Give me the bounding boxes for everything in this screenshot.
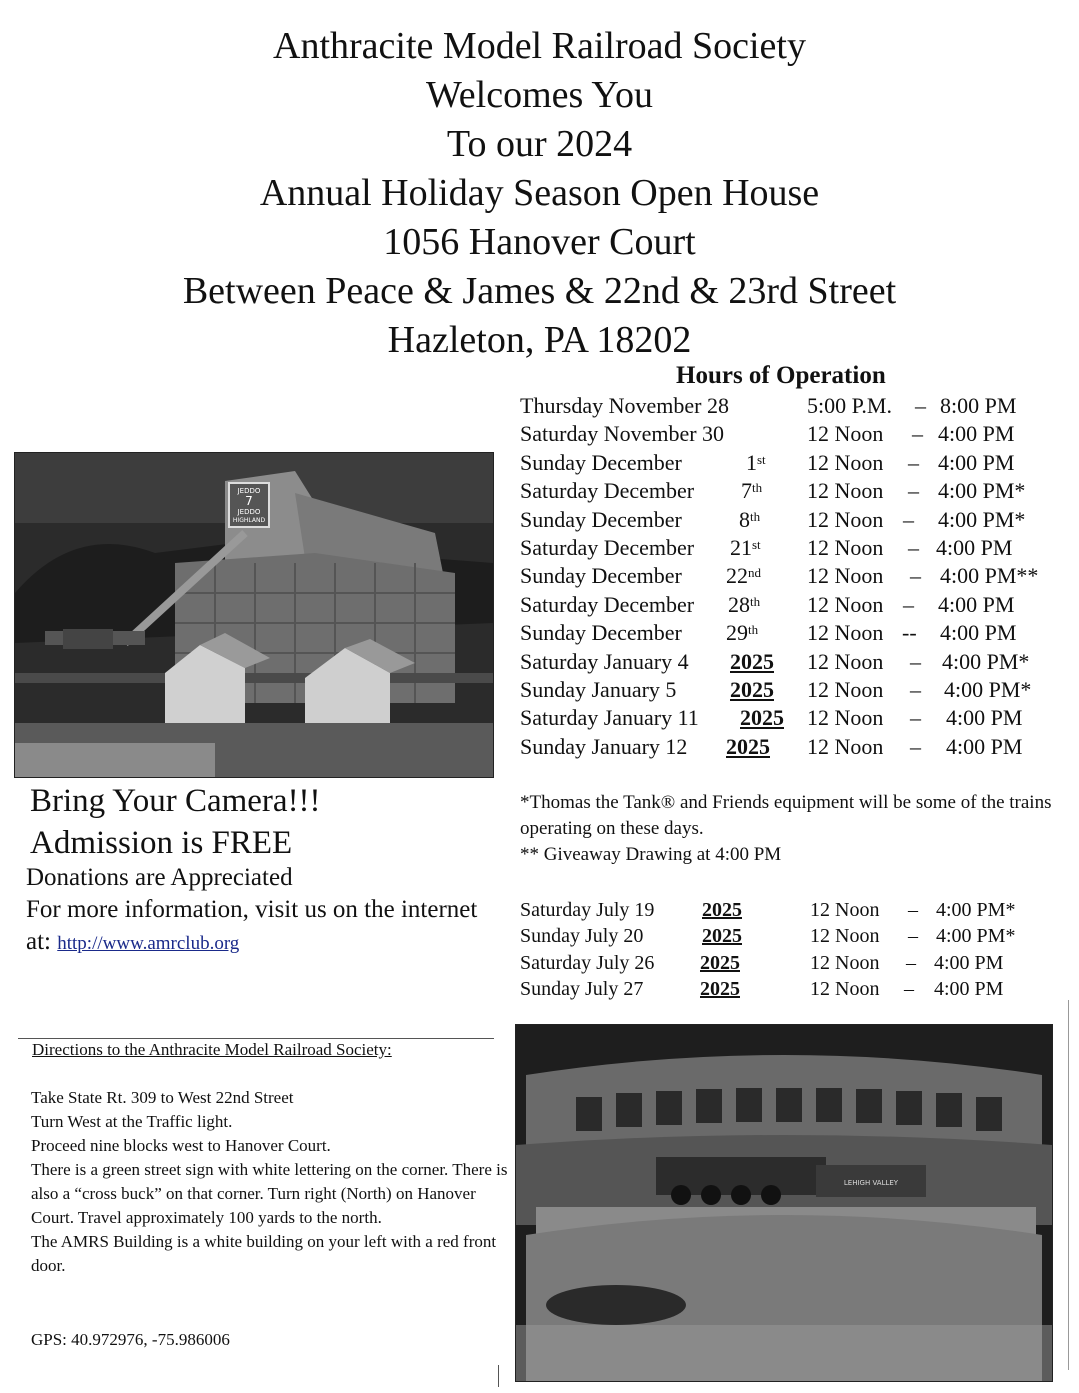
admission-free: Admission is FREE <box>30 825 293 861</box>
schedule-start: 12 Noon <box>807 478 884 503</box>
schedule-date <box>726 619 758 647</box>
schedule-day: Sunday July 27 <box>520 978 644 1000</box>
schedule-dash: – <box>903 592 914 617</box>
page-edge-line <box>1068 1000 1069 1370</box>
schedule-end: 4:00 PM <box>946 734 1023 759</box>
breaker-layout-photo <box>14 452 494 778</box>
schedule-day: Sunday July 20 <box>520 925 644 947</box>
schedule-dash: – <box>904 978 914 1000</box>
note-giveaway: ** Giveaway Drawing at 4:00 PM <box>520 844 782 865</box>
schedule-ordinal: th <box>750 509 761 524</box>
schedule-dash: – <box>910 734 921 759</box>
schedule-day: Sunday January 5 <box>520 677 677 702</box>
schedule-date <box>739 506 760 534</box>
sign-line-1: JEDDO <box>237 487 261 495</box>
schedule-day: Saturday December <box>520 535 695 560</box>
schedule-start: 5:00 P.M. <box>807 393 892 418</box>
schedule-start: 12 Noon <box>810 925 880 947</box>
schedule-start: 12 Noon <box>807 649 884 674</box>
schedule-end: 4:00 PM <box>936 535 1013 560</box>
schedule-date <box>741 477 762 505</box>
schedule-end: 4:00 PM <box>946 705 1023 730</box>
direction-line-2: Turn West at the Traffic light. <box>31 1112 233 1131</box>
direction-line-5: The AMRS Building is a white building on your left with a red front door. <box>31 1232 497 1275</box>
schedule-start: 12 Noon <box>807 705 884 730</box>
direction-line-4: There is a green street sign with white lettering on the corner. There is also a “cross buck” on that corner. Turn right (North) on Hanover Court. Travel approximately 100 yards to the north. <box>31 1160 508 1227</box>
header-line-6: Between Peace & James & 22nd & 23rd Street <box>182 270 897 312</box>
website-link[interactable]: http://www.amrclub.org <box>57 933 240 954</box>
schedule-day: Saturday July 26 <box>520 952 655 974</box>
direction-line-3: Proceed nine blocks west to Hanover Court. <box>31 1136 331 1155</box>
schedule-year: 2025 <box>730 649 774 674</box>
schedule-end: 4:00 PM <box>934 952 1004 974</box>
page-tick-line <box>498 1365 499 1387</box>
schedule-end: 4:00 PM* <box>938 478 1026 503</box>
schedule-start: 12 Noon <box>807 535 884 560</box>
schedule-dash: – <box>903 507 914 532</box>
schedule-day-number: 8 <box>739 507 750 532</box>
schedule-end: 4:00 PM* <box>942 649 1030 674</box>
schedule-date <box>730 534 761 562</box>
header-line-1: Anthracite Model Railroad Society <box>273 25 806 67</box>
schedule-dash: – <box>910 677 921 702</box>
bring-camera: Bring Your Camera!!! <box>30 783 321 819</box>
more-info <box>26 894 486 960</box>
schedule-dash: – <box>910 705 921 730</box>
schedule-day: Thursday November 28 <box>520 393 729 418</box>
roundhouse-photo <box>515 1024 1053 1382</box>
schedule-start: 12 Noon <box>807 677 884 702</box>
schedule-start: 12 Noon <box>807 734 884 759</box>
schedule-dash: – <box>912 421 923 446</box>
schedule-end: 4:00 PM <box>938 592 1015 617</box>
schedule-year: 2025 <box>740 705 784 730</box>
note-thomas: *Thomas the Tank® and Friends equipment will be some of the trains operating on these days. <box>520 792 1052 839</box>
schedule-end: 4:00 PM <box>938 421 1015 446</box>
schedule-start: 12 Noon <box>810 899 880 921</box>
gps-coordinates: GPS: 40.972976, -75.986006 <box>31 1330 230 1349</box>
directions-rule <box>18 1038 494 1039</box>
direction-line-1: Take State Rt. 309 to West 22nd Street <box>31 1088 294 1107</box>
schedule-start: 12 Noon <box>810 978 880 1000</box>
schedule-day: Sunday December <box>520 563 682 588</box>
schedule-day: Saturday November 30 <box>520 421 725 446</box>
schedule-start: 12 Noon <box>807 421 884 446</box>
schedule-start: 12 Noon <box>807 620 884 645</box>
schedule-ordinal: th <box>750 594 761 609</box>
sign-line-4: HIGHLAND <box>232 517 266 524</box>
sign-line-2: 7 <box>245 494 253 508</box>
schedule-day-number: 22 <box>726 563 748 588</box>
schedule-day-number: 21 <box>730 535 752 560</box>
schedule-dash: – <box>910 649 921 674</box>
schedule-date <box>728 591 760 619</box>
schedule-year: 2025 <box>702 925 742 947</box>
schedule-dash: -- <box>902 620 917 645</box>
more-info-text: For more information, visit us on the internet at: <box>26 896 478 955</box>
schedule-ordinal: th <box>752 480 763 495</box>
schedule-day: Saturday December <box>520 478 695 503</box>
schedule-day-number: 1 <box>746 450 757 475</box>
schedule-day: Sunday January 12 <box>520 734 688 759</box>
schedule-dash: – <box>908 450 919 475</box>
hours-title: Hours of Operation <box>676 362 886 389</box>
header-line-3: To our 2024 <box>446 123 633 165</box>
donations-text: Donations are Appreciated <box>26 864 293 891</box>
schedule-ordinal: nd <box>748 565 761 580</box>
schedule-date <box>726 562 761 590</box>
schedule-end: 4:00 PM* <box>944 677 1032 702</box>
schedule-day-number: 29 <box>726 620 748 645</box>
schedule-year: 2025 <box>730 677 774 702</box>
schedule-dash: – <box>915 393 926 418</box>
schedule-end: 4:00 PM* <box>936 899 1016 921</box>
schedule-day: Saturday July 19 <box>520 899 655 921</box>
schedule-ordinal: st <box>757 452 766 467</box>
schedule-start: 12 Noon <box>807 450 884 475</box>
directions-body <box>31 1086 513 1278</box>
schedule-end: 4:00 PM <box>940 620 1017 645</box>
schedule-year: 2025 <box>700 952 740 974</box>
schedule-start: 12 Noon <box>807 592 884 617</box>
schedule-end: 8:00 PM <box>940 393 1017 418</box>
schedule-day: Sunday December <box>520 450 682 475</box>
directions-title: Directions to the Anthracite Model Railroad Society: <box>32 1040 392 1059</box>
schedule-dash: – <box>908 925 918 947</box>
header-line-7: Hazleton, PA 18202 <box>387 319 692 361</box>
schedule-dash: – <box>908 478 919 503</box>
header-line-4: Annual Holiday Season Open House <box>259 172 820 214</box>
schedule-dash: – <box>910 563 921 588</box>
schedule-date <box>746 449 766 477</box>
schedule-day: Sunday December <box>520 507 682 532</box>
schedule-start: 12 Noon <box>807 507 884 532</box>
schedule-dash: – <box>908 899 918 921</box>
schedule-end: 4:00 PM <box>934 978 1004 1000</box>
schedule-year: 2025 <box>702 899 742 921</box>
sign-line-3: JEDDO <box>237 508 261 516</box>
schedule-day: Sunday December <box>520 620 682 645</box>
header-line-2: Welcomes You <box>425 74 654 116</box>
schedule-end: 4:00 PM <box>938 450 1015 475</box>
schedule-end: 4:00 PM** <box>940 563 1039 588</box>
schedule-end: 4:00 PM* <box>938 507 1026 532</box>
schedule-start: 12 Noon <box>810 952 880 974</box>
schedule-end: 4:00 PM* <box>936 925 1016 947</box>
schedule-day-number: 7 <box>741 478 752 503</box>
schedule-dash: – <box>906 952 916 974</box>
schedule-year: 2025 <box>700 978 740 1000</box>
schedule-day-number: 28 <box>728 592 750 617</box>
schedule-year: 2025 <box>726 734 770 759</box>
schedule-ordinal: th <box>748 622 759 637</box>
header-line-5: 1056 Hanover Court <box>383 221 696 263</box>
schedule-start: 12 Noon <box>807 563 884 588</box>
schedule-day: Saturday January 4 <box>520 649 689 674</box>
schedule-day: Saturday December <box>520 592 695 617</box>
schedule-notes <box>520 790 1060 868</box>
schedule-day: Saturday January 11 <box>520 705 699 730</box>
tender-lettering: LEHIGH VALLEY <box>843 1179 899 1187</box>
header <box>0 22 1079 365</box>
schedule-ordinal: st <box>752 537 761 552</box>
schedule-dash: – <box>908 535 919 560</box>
